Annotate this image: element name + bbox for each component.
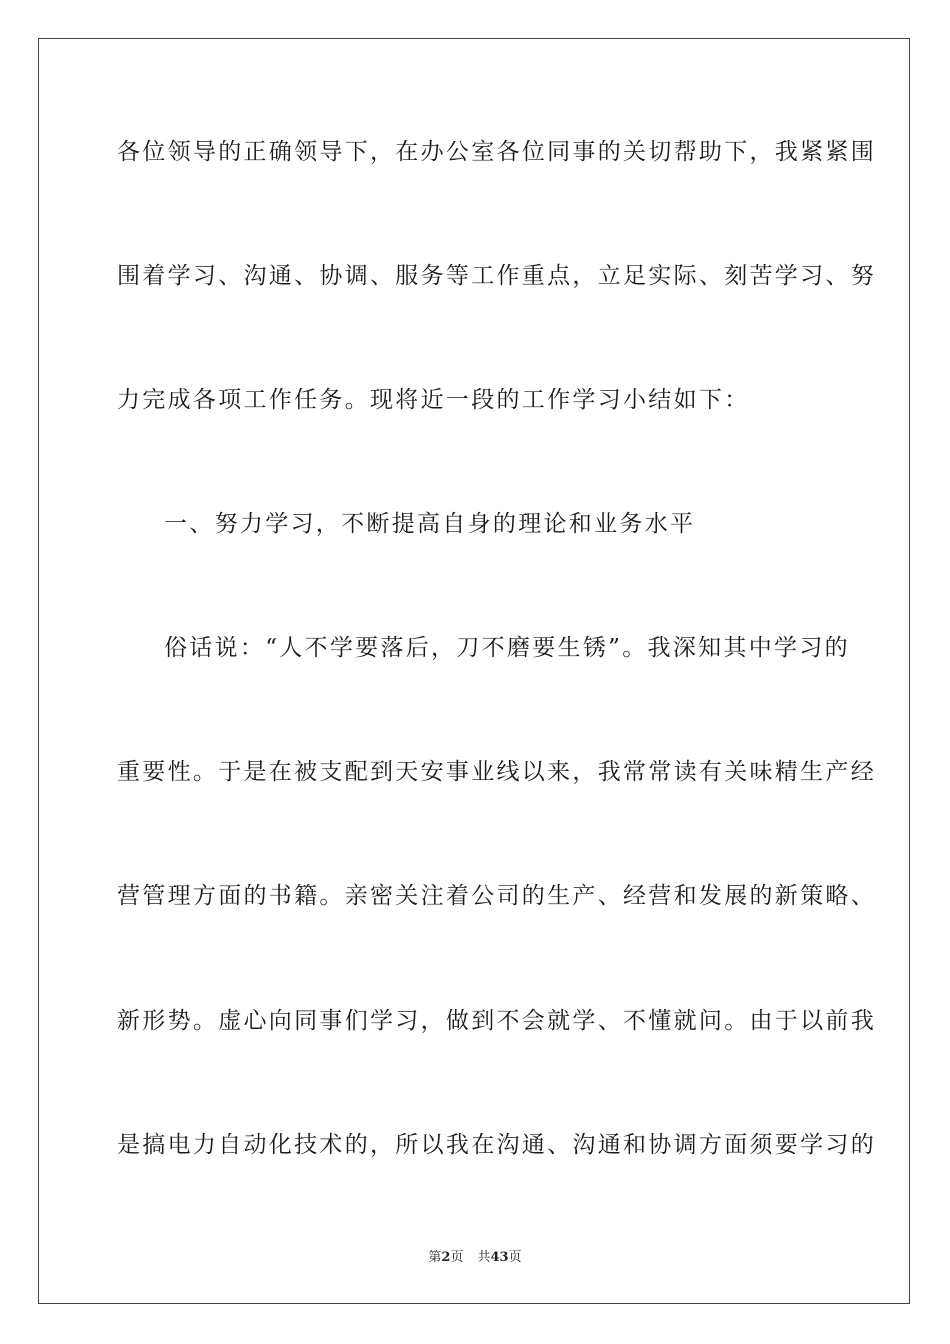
body-line-3: 力完成各项工作任务。现将近一段的工作学习小结如下：	[117, 387, 750, 413]
body-line-1: 各位领导的正确领导下，在办公室各位同事的关切帮助下，我紧紧围	[117, 139, 876, 165]
body-line-2: 围着学习、沟通、协调、服务等工作重点，立足实际、刻苦学习、努	[117, 263, 876, 289]
page-border	[38, 38, 910, 1304]
body-line-8: 新形势。虚心向同事们学习，做到不会就学、不懂就问。由于以前我	[117, 1008, 876, 1034]
body-line-7: 营管理方面的书籍。亲密关注着公司的生产、经营和发展的新策略、	[117, 883, 876, 909]
total-suffix: 页	[508, 1250, 522, 1265]
page-number: 2	[441, 1250, 451, 1265]
page-footer	[0, 1246, 950, 1265]
body-line-9: 是搞电力自动化技术的，所以我在沟通、沟通和协调方面须要学习的	[117, 1132, 876, 1158]
total-pages: 43	[490, 1250, 509, 1265]
total-prefix: 共	[477, 1250, 491, 1265]
body-line-5: 俗话说：“人不学要落后，刀不磨要生锈”。我深知其中学习的	[164, 635, 850, 661]
page-suffix: 页	[450, 1250, 464, 1265]
section-heading: 一、努力学习，不断提高自身的理论和业务水平	[164, 511, 696, 537]
page-prefix: 第	[428, 1250, 442, 1265]
body-line-6: 重要性。于是在被支配到天安事业线以来，我常常读有关味精生产经	[117, 759, 876, 785]
